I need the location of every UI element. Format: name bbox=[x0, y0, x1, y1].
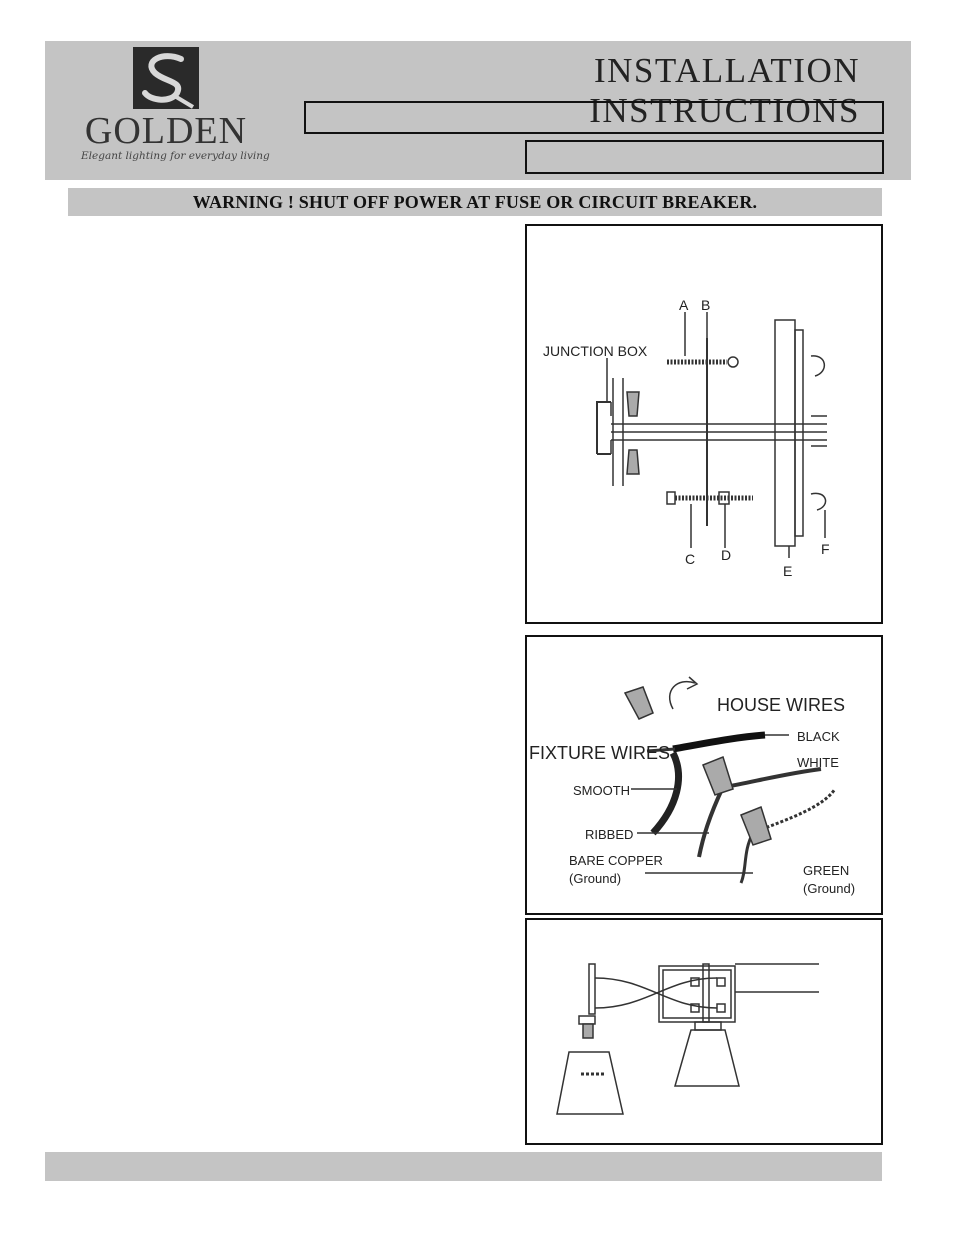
label-f: F bbox=[821, 541, 830, 557]
ribbed-wire-label: RIBBED bbox=[585, 827, 634, 842]
smooth-wire-label: SMOOTH bbox=[573, 783, 631, 798]
golden-logo-icon bbox=[133, 47, 199, 109]
footer-banner bbox=[45, 1152, 882, 1181]
label-e: E bbox=[783, 563, 793, 579]
warning-banner: WARNING ! SHUT OFF POWER AT FUSE OR CIRCUIT BREAKER. bbox=[68, 188, 882, 216]
label-d: D bbox=[721, 547, 732, 563]
bare-copper-label: BARE COPPER bbox=[569, 853, 663, 868]
item-code-field bbox=[525, 140, 884, 174]
logo-tagline: Elegant lighting for everyday living bbox=[81, 150, 270, 162]
ground-right-label: (Ground) bbox=[803, 881, 856, 896]
ground-left-label: (Ground) bbox=[569, 871, 622, 886]
label-a: A bbox=[679, 297, 689, 313]
junction-box-label: JUNCTION BOX bbox=[543, 343, 648, 359]
label-b: B bbox=[701, 297, 711, 313]
black-wire-label: BLACK bbox=[797, 729, 840, 744]
white-wire-label: WHITE bbox=[797, 755, 839, 770]
fixture-assembly-diagram bbox=[525, 918, 883, 1145]
header-banner bbox=[45, 41, 911, 180]
mounting-diagram bbox=[525, 224, 883, 624]
label-c: C bbox=[685, 551, 696, 567]
fixture-wires-label: FIXTURE WIRES bbox=[529, 743, 671, 763]
model-number-field bbox=[304, 101, 884, 134]
house-wires-label: HOUSE WIRES bbox=[717, 695, 846, 715]
page-title: INSTALLATION INSTRUCTIONS bbox=[589, 51, 860, 130]
logo-name: GOLDEN bbox=[84, 110, 248, 152]
wiring-diagram bbox=[525, 635, 883, 915]
green-wire-label: GREEN bbox=[803, 863, 850, 878]
